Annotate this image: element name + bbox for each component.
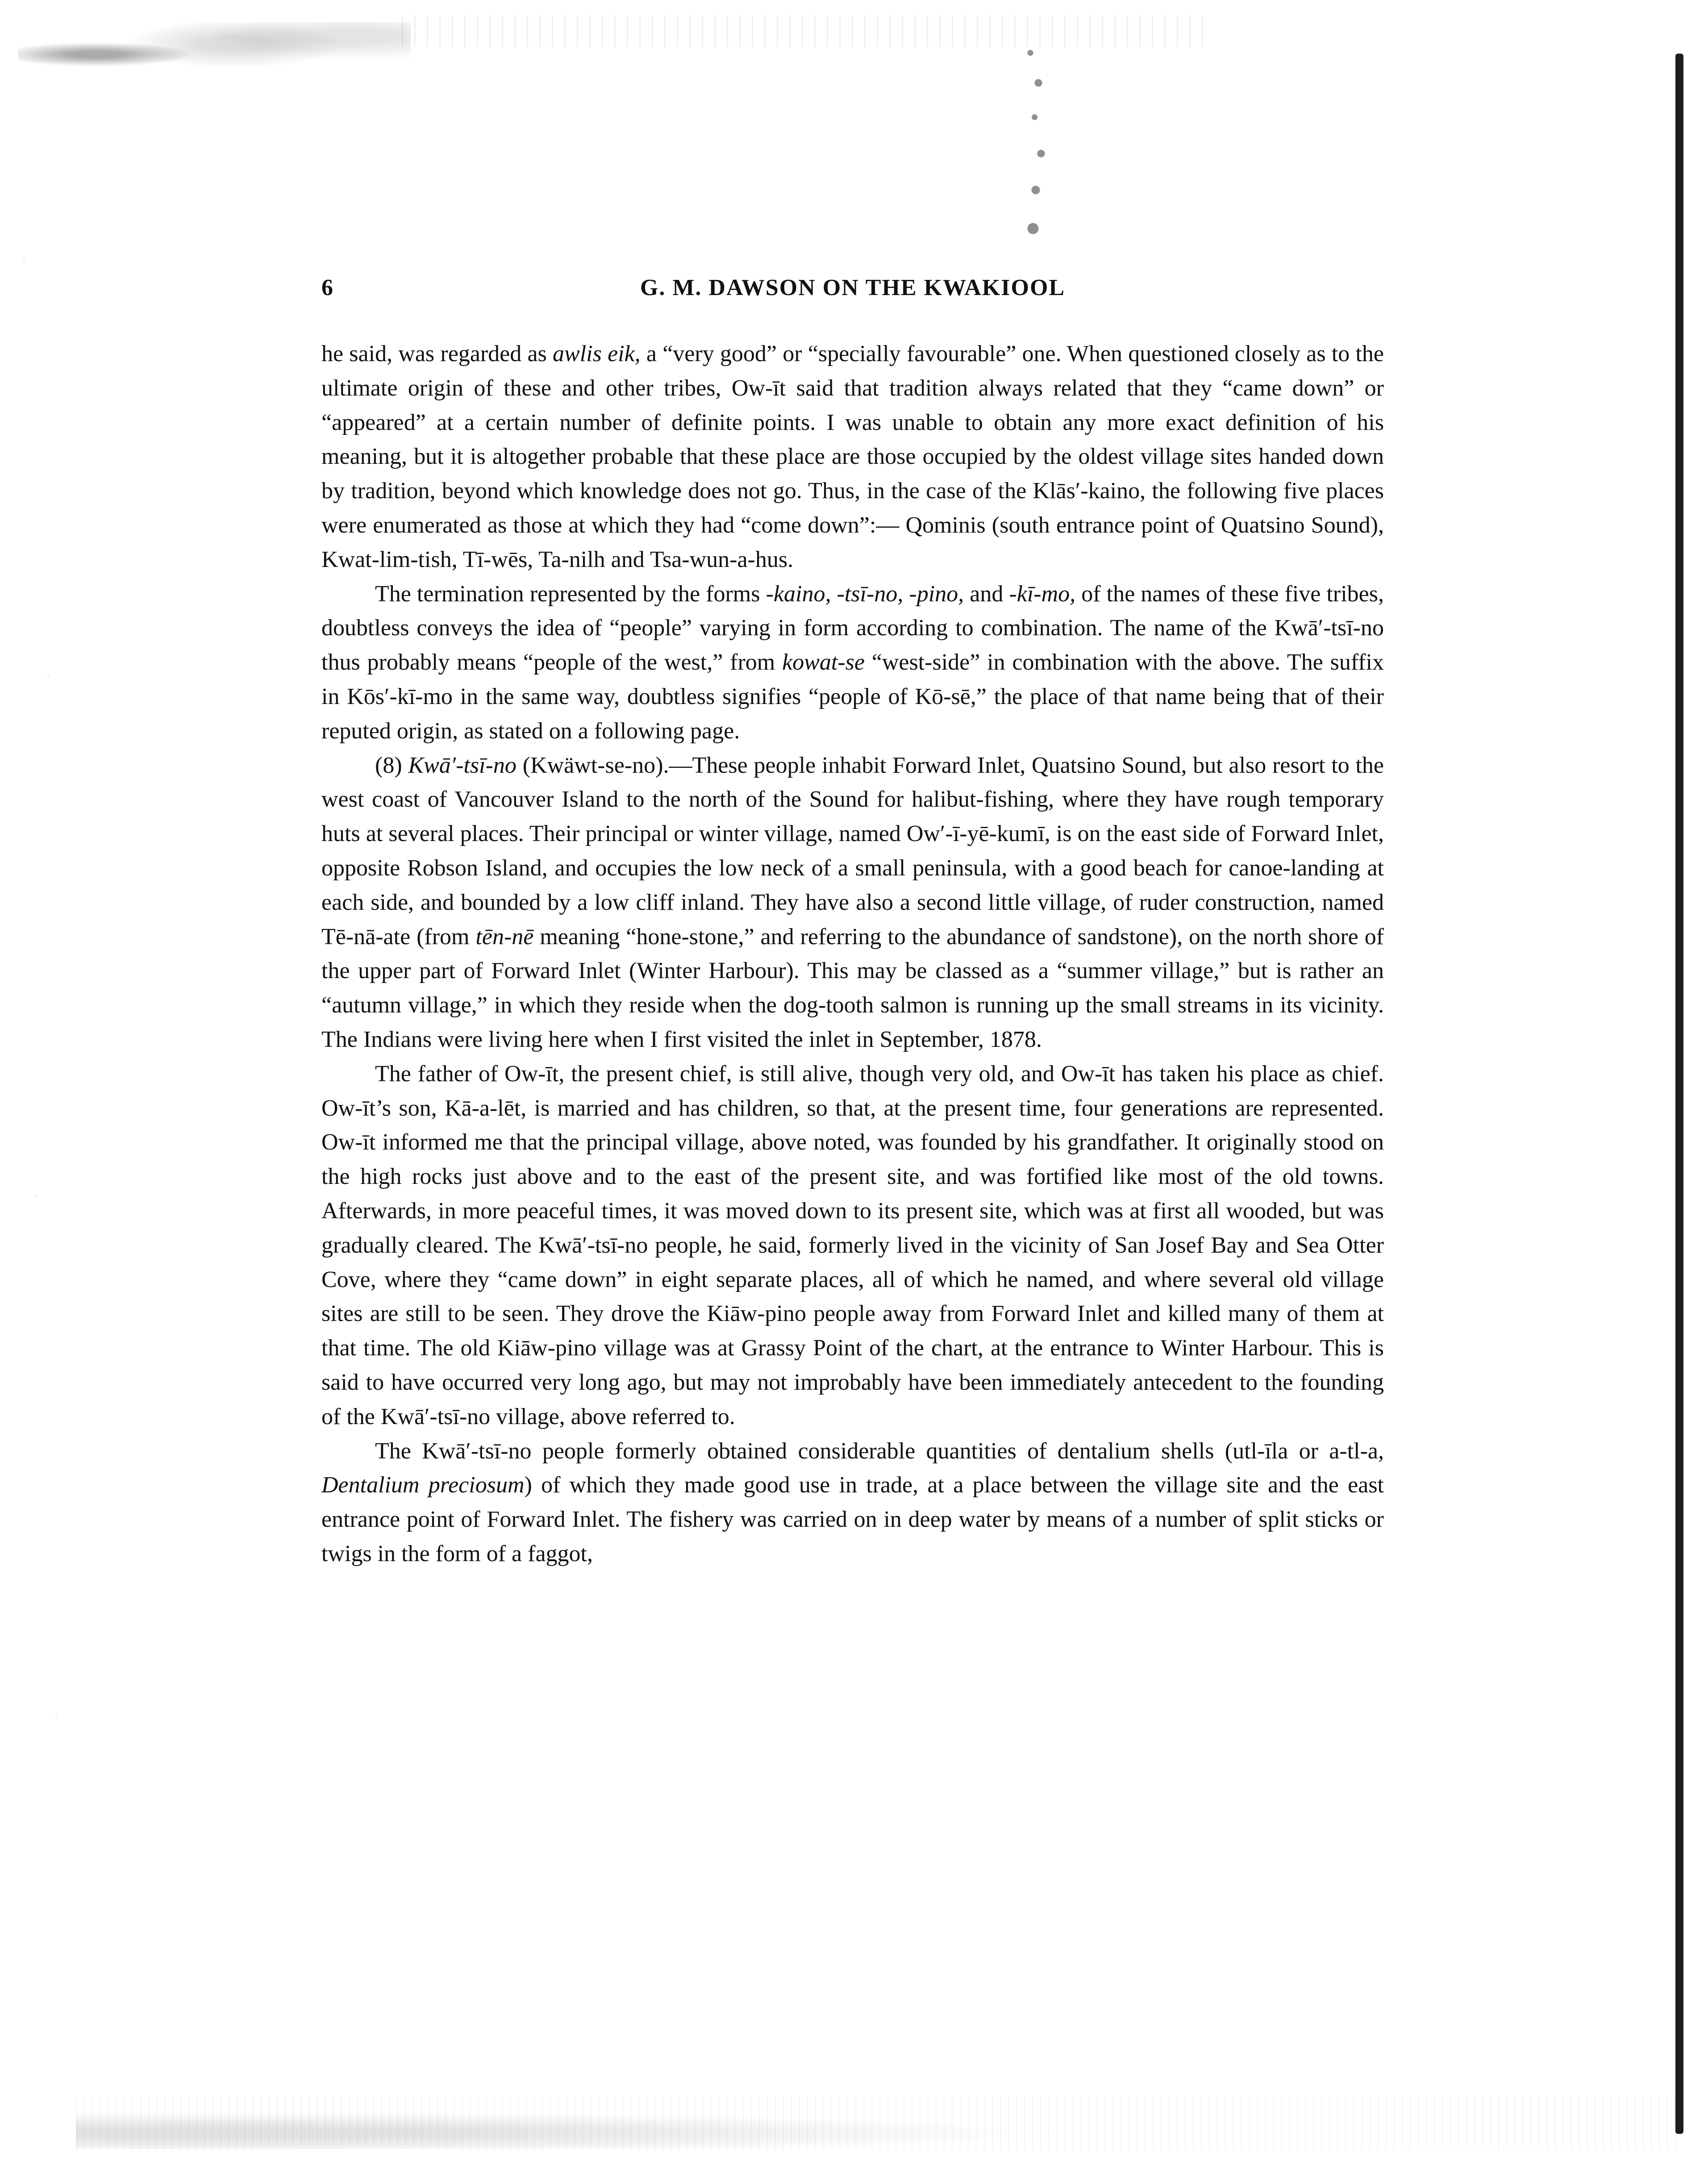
scan-artifact-bottom-strip (76, 2096, 1683, 2149)
page-body-text (321, 337, 1384, 1571)
paragraph-2-segment-4: -kī-mo, (1009, 581, 1076, 607)
paragraph-3 (321, 749, 1384, 1057)
scan-artifact-left-speckles (0, 54, 80, 2129)
paragraph-1-segment-3: a “very good” or “specially favourable” one. When questioned closely as to the ultimate origin of these and other tribes, Ow-īt said that tradition always related that they “came down” or “appeared” at a certain number of definite points. I was unable to obtain any more exact definition of his meaning, but it is altogether probable that these place are those occupied by the oldest village sites handed down by tradition, beyond which knowledge does not go. Thus, in the case of the Klās′-kaino, the following five places were enumerated as those at which they had “come down”:— Qominis (south entrance point of Quatsino Sound), Kwat-lim-tish, Tī-wēs, Ta-nilh and Tsa-wun-a-hus. (321, 341, 1384, 572)
paragraph-5 (321, 1434, 1384, 1571)
paragraph-5-segment-2: Dentalium preciosum (321, 1472, 525, 1498)
paragraph-3-segment-1: (8) (375, 752, 408, 778)
page-number: 6 (321, 275, 333, 300)
paragraph-2-segment-6: kowat-se (782, 650, 865, 675)
paragraph-2-segment-2: -kaino, -tsī-no, -pino, (766, 581, 964, 607)
paragraph-2-segment-3: and (964, 581, 1009, 607)
scan-artifact-right-edge (1675, 54, 1683, 2134)
paragraph-1-segment-1: he said, was regarded as (321, 341, 553, 367)
paragraph-3-segment-2: Kwā′-tsī-no (408, 752, 517, 778)
paragraph-4-segment-1: The father of Ow-īt, the present chief, is still alive, though very old, and Ow-īt has taken his place as chief. Ow-īt’s son, Kā-a-lēt, is married and has children, so that, at the present time, four generations are represented. Ow-īt informed me that the principal village, above noted, was founded by his grandfather. It originally stood on the high rocks just above and to the east of the present site, and was fortified like most of the old towns. Afterwards, in more peaceful times, it was moved down to its present site, which was at first all wooded, but was gradually cleared. The Kwā′-tsī-no people, he said, formerly lived in the vicinity of San Josef Bay and Sea Otter Cove, where they “came down” in eight separate places, all of which he named, and where several old village sites are still to be seen. They drove the Kiāw-pino people away from Forward Inlet and killed many of them at that time. The old Kiāw-pino village was at Grassy Point of the chart, at the entrance to Winter Harbour. This is said to have occurred very long ago, but may not improbably have been immediately antecedent to the founding of the Kwā′-tsī-no village, above referred to. (321, 1061, 1384, 1429)
paragraph-5-segment-1: The Kwā′-tsī-no people formerly obtained considerable quantities of dentalium shells (utl-īla or a-tl-a, (375, 1438, 1384, 1464)
paragraph-3-segment-5: meaning “hone-stone,” and referring to the abundance of sandstone), on the north shore of the upper part of Forward Inlet (Winter Harbour). This may be classed as a “summer village,” but is rather an “autumn village,” in which they reside when the dog-tooth salmon is running up the small streams in its vicinity. The Indians were living here when I first visited the inlet in September, 1878. (321, 924, 1384, 1052)
paragraph-3-segment-4: tēn-nē (475, 924, 534, 950)
paragraph-1 (321, 337, 1384, 577)
paragraph-3-segment-3: (Kwäwt-se-no).—These people inhabit Forward Inlet, Quatsino Sound, but also resort to the west coast of Vancouver Island to the north of the Sound for halibut-fishing, where they have rough temporary huts at several places. Their principal or winter village, named Ow′-ī-yē-kumī, is on the east side of Forward Inlet, opposite Robson Island, and occupies the low neck of a small peninsula, with a good beach for canoe-landing at each side, and bounded by a low cliff inland. They have also a second little village, of ruder construction, named Tē-nā-ate (from (321, 752, 1384, 950)
paragraph-4 (321, 1057, 1384, 1434)
paragraph-1-segment-2: awlis eik, (553, 341, 641, 367)
scan-artifact-top-strip (402, 16, 1205, 47)
scan-artifact-center-marks (1009, 36, 1062, 250)
paragraph-5-segment-3: ) of which they made good use in trade, at a place between the village site and the east entrance point of Forward Inlet. The fishery was carried on in deep water by means of a number of split sticks or twigs in the form of a faggot, (321, 1472, 1384, 1566)
paragraph-2-segment-1: The termination represented by the forms (375, 581, 766, 607)
paragraph-2-segment-7: “west-side” in combination with the above. The suffix in Kōs′-kī-mo in the same way, doubtless signifies “people of Kō-sē,” the place of that name being that of their reputed origin, as stated on a following page. (321, 650, 1384, 744)
running-title: G. M. DAWSON ON THE KWAKIOOL (640, 275, 1066, 300)
paragraph-2 (321, 577, 1384, 749)
paragraph-2-segment-5: of the names of these five tribes, doubtless conveys the idea of “people” varying in form according to combination. The name of the Kwā′-tsī-no thus probably means “people of the west,” from (321, 581, 1384, 675)
